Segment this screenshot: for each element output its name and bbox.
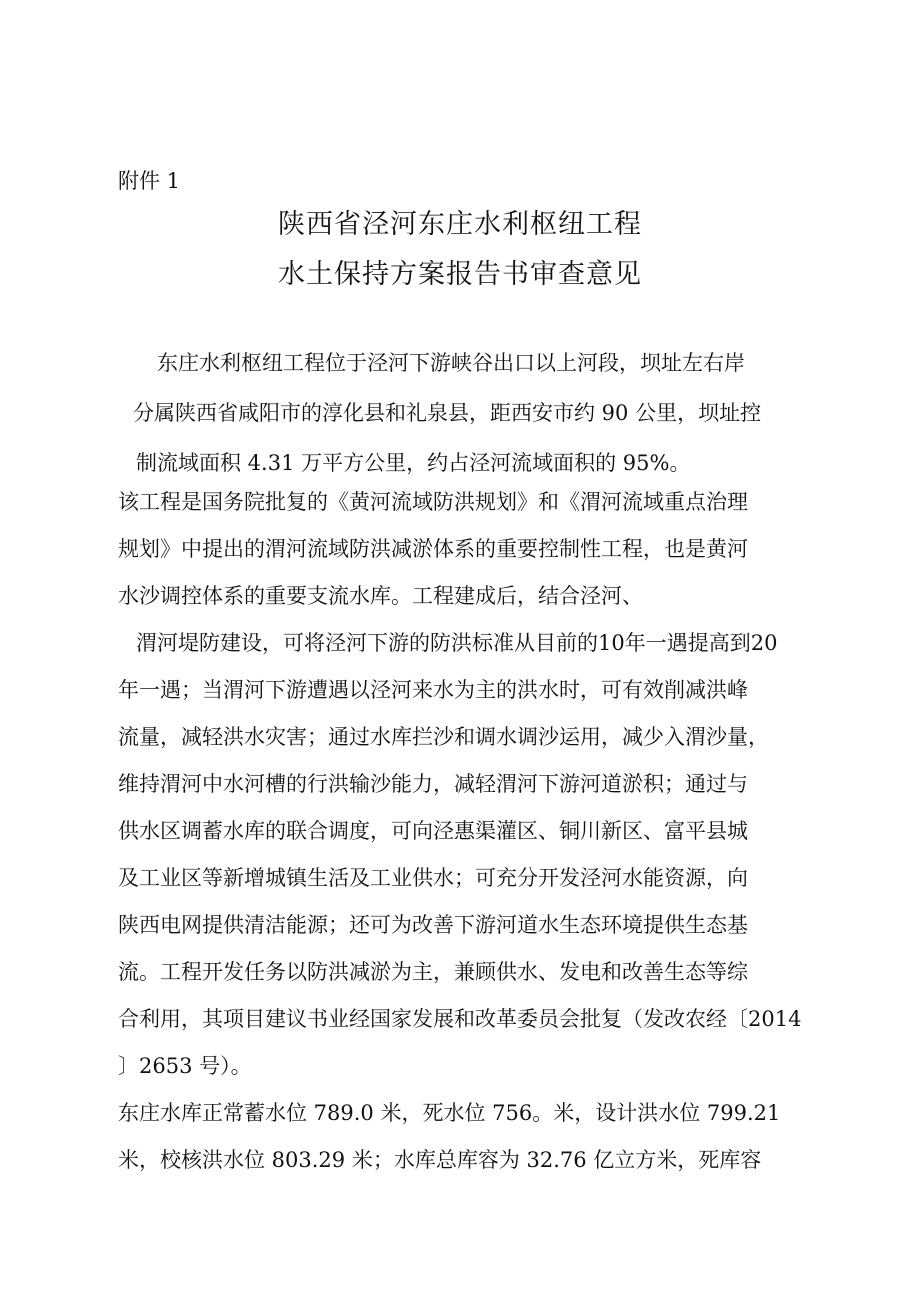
body-line: 合利用，其项目建议书业经国家发展和改革委员会批复（发改农经〔2014 <box>118 1007 802 1031</box>
body-line: 流量，减轻洪水灾害；通过水库拦沙和调水调沙运用，减少入渭沙量， <box>118 725 769 749</box>
body-line: 〕2653 号）。 <box>118 1054 252 1078</box>
body-line: 渭河堤防建设，可将泾河下游的防洪标准从目前的10年一遇提高到20 <box>136 631 778 655</box>
body-line: 水沙调控体系的重要支流水库。工程建成后，结合泾河、 <box>118 584 643 608</box>
body-line: 规划》中提出的渭河流域防洪减淤体系的重要控制性工程，也是黄河 <box>118 537 748 561</box>
body-line: 及工业区等新增城镇生活及工业供水；可充分开发泾河水能资源，向 <box>118 866 748 890</box>
body-line: 流。工程开发任务以防洪减淤为主，兼顾供水、发电和改善生态等综 <box>118 960 748 984</box>
body-line: 该工程是国务院批复的《黄河流域防洪规划》和《渭河流域重点治理 <box>118 490 748 514</box>
body-line: 供水区调蓄水库的联合调度，可向泾惠渠灌区、铜川新区、富平县城 <box>118 819 748 843</box>
body-line: 维持渭河中水河槽的行洪输沙能力，减轻渭河下游河道淤积；通过与 <box>118 772 748 796</box>
body-line: 制流域面积 4.31 万平方公里，约占泾河流域面积的 95%。 <box>136 451 691 475</box>
body-line: 米，校核洪水位 803.29 米；水库总库容为 32.76 亿立方米，死库容 <box>118 1148 762 1172</box>
document-title-line-2: 水土保持方案报告书审查意见 <box>278 259 642 290</box>
body-line: 分属陕西省咸阳市的淳化县和礼泉县，距西安市约 90 公里，坝址控 <box>133 401 762 425</box>
body-line: 陕西电网提供清洁能源；还可为改善下游河道水生态环境提供生态基 <box>118 913 748 937</box>
body-line: 东庄水库正常蓄水位 789.0 米，死水位 756。米，设计洪水位 799.21 <box>118 1101 781 1125</box>
body-line: 年一遇；当渭河下游遭遇以泾河来水为主的洪水时，可有效削减洪峰 <box>118 678 748 702</box>
body-line: 东庄水利枢纽工程位于泾河下游峡谷出口以上河段，坝址左右岸 <box>157 351 745 375</box>
annex-label: 附件 1 <box>118 169 181 193</box>
document-title-line-1: 陕西省泾河东庄水利枢纽工程 <box>278 209 642 240</box>
